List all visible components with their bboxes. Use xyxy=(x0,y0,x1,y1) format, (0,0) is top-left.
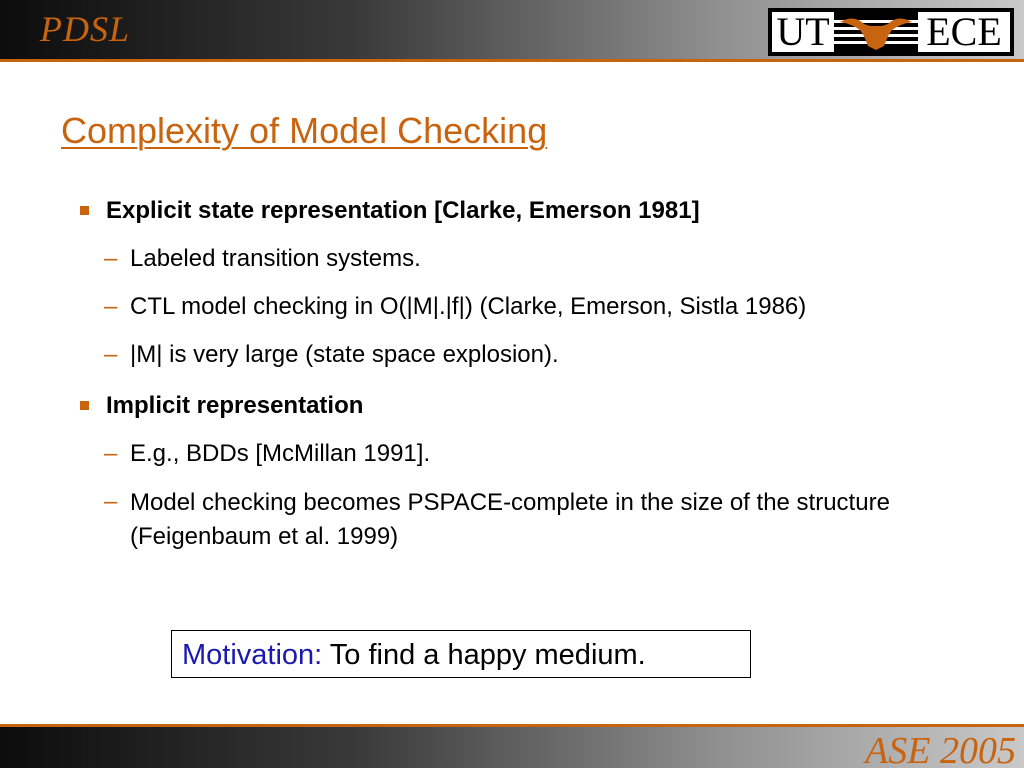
motivation-text: To find a happy medium. xyxy=(322,639,646,671)
slide-title: Complexity of Model Checking xyxy=(61,110,548,151)
sub-bullet-text: Labeled transition systems. xyxy=(130,245,421,272)
dash-icon: – xyxy=(104,488,118,515)
logo-ut-text: UT xyxy=(772,12,834,52)
ut-ece-logo xyxy=(768,8,1014,56)
sub-bullet-text: CTL model checking in O(|M|.|f|) (Clarke, Emerson, Sistla 1986) xyxy=(130,293,807,320)
longhorn-icon xyxy=(834,12,918,52)
dash-icon: – xyxy=(104,293,118,320)
pdsl-label: PDSL xyxy=(40,9,131,49)
sub-bullet-text: Model checking becomes PSPACE-complete in the size of the structure (Feigenbaum et al. 1999) xyxy=(130,489,890,550)
bullet-text: Implicit representation xyxy=(106,392,364,419)
logo-ece-text: ECE xyxy=(918,12,1010,52)
square-bullet-icon xyxy=(80,206,89,215)
dash-icon: – xyxy=(104,440,118,467)
motivation-label: Motivation: xyxy=(182,639,323,671)
bullet-text: Explicit state representation [Clarke, Emerson 1981] xyxy=(106,197,700,224)
motivation-box xyxy=(171,630,751,678)
dash-icon: – xyxy=(104,245,118,272)
square-bullet-icon xyxy=(80,401,89,410)
ase-2005-label: ASE 2005 xyxy=(865,730,1016,768)
footer-band xyxy=(0,724,1024,768)
header-band xyxy=(0,0,1024,62)
sub-bullet-text: |M| is very large (state space explosion). xyxy=(130,341,559,368)
dash-icon: – xyxy=(104,341,118,368)
sub-bullet-text: E.g., BDDs [McMillan 1991]. xyxy=(130,440,431,467)
